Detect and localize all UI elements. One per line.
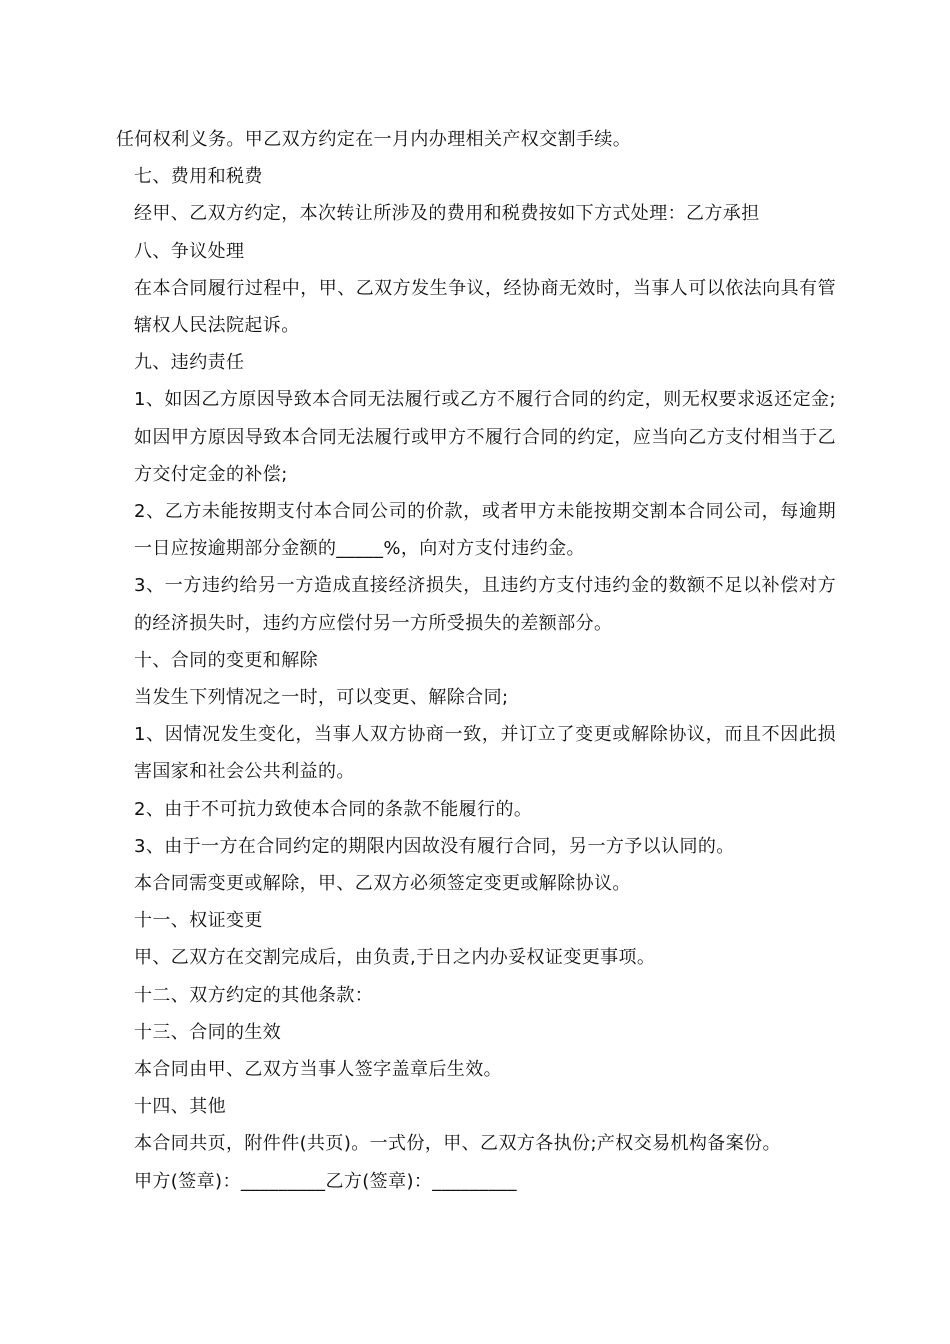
heading-change-termination: 十、合同的变更和解除 — [134, 649, 318, 671]
paragraph-change-conditions: 当发生下列情况之一时，可以变更、解除合同; — [134, 687, 509, 709]
paragraph-liability-3: 3、一方违约给另一方造成直接经济损失，且违约方支付违约金的数额不足以补偿对方的经济损失时，违约方应偿付另一方所受损失的差额部分。 — [134, 575, 836, 634]
paragraph-effectiveness: 本合同由甲、乙双方当事人签字盖章后生效。 — [134, 1059, 502, 1081]
heading-effectiveness: 十三、合同的生效 — [134, 1021, 282, 1043]
paragraph-change-1: 1、因情况发生变化，当事人双方协商一致，并订立了变更或解除协议，而且不因此损害国家和社会公共利益的。 — [134, 724, 836, 783]
paragraph-title-change: 甲、乙双方在交割完成后，由负责,于日之内办妥权证变更事项。 — [134, 947, 656, 969]
paragraph-liability-1: 1、如因乙方原因导致本合同无法履行或乙方不履行合同的约定，则无权要求返还定金;如因甲方原因导致本合同无法履行或甲方不履行合同的约定，应当向乙方支付相当于乙方交付定金的补偿; — [134, 389, 836, 485]
paragraph-continuation: 任何权利义务。甲乙双方约定在一月内办理相关产权交割手续。 — [116, 129, 632, 150]
paragraph-dispute: 在本合同履行过程中，甲、乙双方发生争议，经协商无效时，当事人可以依法向具有管辖权人民法院起诉。 — [134, 277, 836, 337]
document-body — [116, 121, 836, 1200]
paragraph-fees: 经甲、乙双方约定，本次转让所涉及的费用和税费按如下方式处理：乙方承担 — [134, 203, 760, 225]
heading-title-change: 十一、权证变更 — [134, 910, 263, 932]
signature-line: 甲方(签章)：_________乙方(签章)：_________ — [134, 1170, 517, 1192]
paragraph-liability-2: 2、乙方未能按期支付本合同公司的价款，或者甲方未能按期交割本合同公司，每逾期一日应按逾期部分金额的_____%，向对方支付违约金。 — [134, 501, 836, 560]
heading-liability: 九、违约责任 — [134, 352, 245, 374]
paragraph-change-3: 3、由于一方在合同约定的期限内因故没有履行合同，另一方予以认同的。 — [134, 835, 735, 857]
paragraph-copies: 本合同共页，附件件(共页)。一式份，甲、乙双方各执份;产权交易机构备案份。 — [134, 1133, 781, 1155]
heading-dispute-resolution: 八、争议处理 — [134, 240, 245, 262]
paragraph-change-agreement: 本合同需变更或解除，甲、乙双方必须签定变更或解除协议。 — [134, 873, 631, 895]
paragraph-change-2: 2、由于不可抗力致使本合同的条款不能履行的。 — [134, 798, 533, 820]
heading-fees-and-taxes: 七、费用和税费 — [134, 166, 263, 188]
heading-miscellaneous: 十四、其他 — [134, 1096, 226, 1118]
heading-other-terms: 十二、双方约定的其他条款： — [134, 984, 374, 1006]
